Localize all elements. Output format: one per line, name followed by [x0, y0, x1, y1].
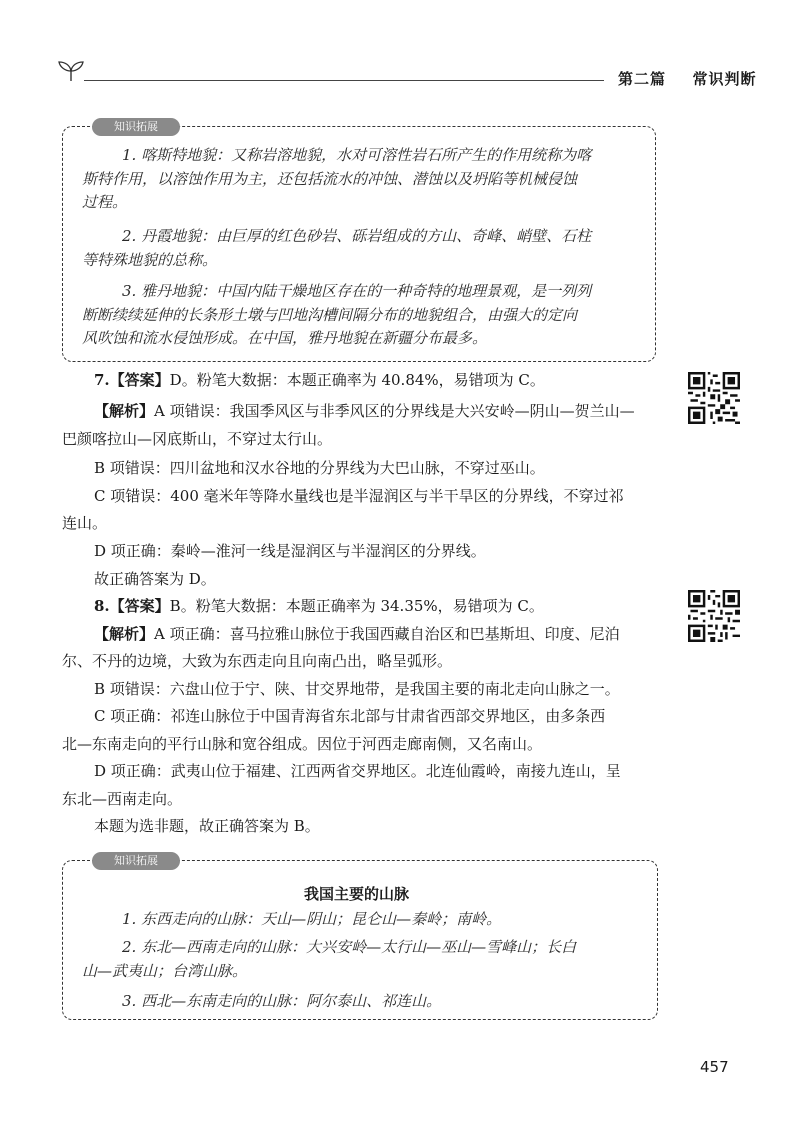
note2-para-2: 2. 东北—西南走向的山脉：大兴安岭—太行山—巫山—雪峰山；长白 山—武夷山；台湾山脉。: [82, 938, 577, 980]
q7-analysis-line-6: D 项正确：秦岭—淮河一线是湿润区与半湿润区的分界线。: [94, 542, 486, 560]
q7-conclusion: 故正确答案为 D。: [94, 570, 216, 588]
q8-analysis-line-6: D 项正确：武夷山位于福建、江西两省交界地区。北连仙霞岭，南接九连山，呈: [94, 762, 621, 780]
note1-para-2: 2. 丹霞地貌：由巨厚的红色砂岩、砾岩组成的方山、奇峰、峭壁、石柱 等特殊地貌的总称。: [82, 227, 592, 269]
page-number: 457: [700, 1058, 729, 1076]
note2-para-1: 1. 东西走向的山脉：天山—阴山；昆仑山—秦岭；南岭。: [122, 910, 502, 928]
q8-analysis-line-7: 东北—西南走向。: [62, 790, 183, 808]
header-rule: [84, 80, 604, 81]
note-tag-2: 知识拓展: [92, 852, 180, 870]
q7-analysis-line-3: B 项错误：四川盆地和汉水谷地的分界线为大巴山脉，不穿过巫山。: [94, 459, 545, 477]
q8-analysis-line-1: 【解析】A 项正确：喜马拉雅山脉位于我国西藏自治区和巴基斯坦、印度、尼泊: [94, 625, 620, 643]
running-header: [618, 68, 757, 89]
note-tag-1: 知识拓展: [92, 118, 180, 136]
note2-para-3: 3. 西北—东南走向的山脉：阿尔泰山、祁连山。: [122, 992, 442, 1010]
q7-analysis-line-5: 连山。: [62, 514, 108, 532]
q7-answer: 7.【答案】D。粉笔大数据：本题正确率为 40.84%，易错项为 C。: [94, 371, 545, 389]
note2-title: 我国主要的山脉: [304, 885, 410, 903]
qr-code-icon[interactable]: [688, 372, 740, 424]
q8-conclusion: 本题为选非题，故正确答案为 B。: [94, 817, 320, 835]
q7-analysis-line-1: 【解析】A 项错误：我国季风区与非季风区的分界线是大兴安岭—阴山—贺兰山—: [94, 402, 635, 420]
header-title: 常识判断: [692, 70, 757, 88]
q8-analysis-line-4: C 项正确：祁连山脉位于中国青海省东北部与甘肃省西部交界地区，由多条西: [94, 707, 606, 725]
q8-answer: 8.【答案】B。粉笔大数据：本题正确率为 34.35%，易错项为 C。: [94, 597, 544, 615]
q8-analysis-line-2: 尔、不丹的边境，大致为东西走向且向南凸出，略呈弧形。: [62, 652, 453, 670]
qr-code-icon[interactable]: [688, 590, 740, 642]
sprout-icon: [56, 58, 86, 82]
q8-analysis-line-3: B 项错误：六盘山位于宁、陕、甘交界地带，是我国主要的南北走向山脉之一。: [94, 680, 620, 698]
section-label: 第二篇: [618, 70, 667, 88]
note1-para-1: 1. 喀斯特地貌：又称岩溶地貌，水对可溶性岩石所产生的作用统称为喀 斯特作用，以溶蚀作用为主，还包括流水的冲蚀、潜蚀以及坍陷等机械侵蚀 过程。: [82, 146, 592, 212]
q7-analysis-line-4: C 项错误：400 毫米年等降水量线也是半湿润区与半干旱区的分界线，不穿过祁: [94, 487, 624, 505]
q8-analysis-line-5: 北—东南走向的平行山脉和宽谷组成。因位于河西走廊南侧，又名南山。: [62, 735, 543, 753]
q7-analysis-line-2: 巴颜喀拉山—冈底斯山，不穿过太行山。: [62, 430, 333, 448]
note1-para-3: 3. 雅丹地貌：中国内陆干燥地区存在的一种奇特的地理景观，是一列列 断断续续延伸的长条形土墩与凹地沟槽间隔分布的地貌组合，由强大的定向 风吹蚀和流水侵蚀形成。在中国，雅丹地貌在新疆分布最多。: [82, 282, 592, 348]
